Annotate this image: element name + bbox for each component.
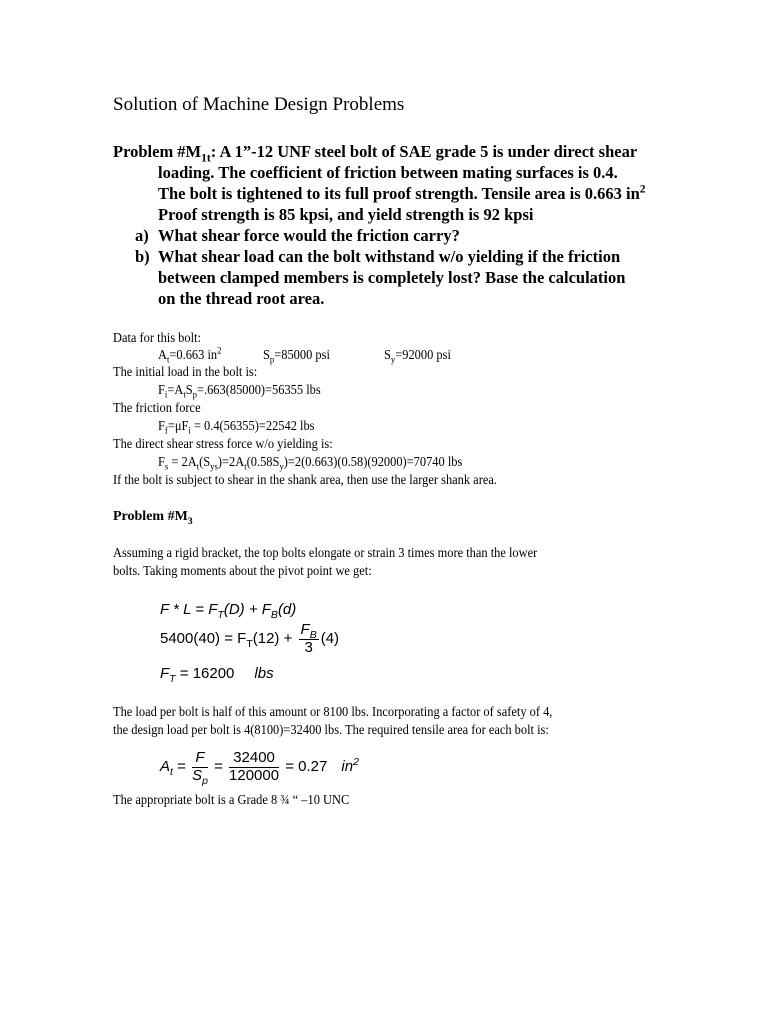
fraction-denominator: 3 [304, 638, 313, 656]
ft-result [160, 665, 274, 685]
data-label: Data for this bolt: [113, 330, 201, 345]
at-sup: 2 [217, 346, 222, 357]
fi-a-sub: i [164, 390, 168, 401]
sp-symbol: S [263, 347, 270, 362]
load-per-bolt-line-1: The load per bolt is half of this amount or 8100 lbs. Incorporating a factor of safety of 4, [113, 704, 553, 719]
sy-sub: y [390, 355, 396, 366]
fs-c-sub: ys [210, 462, 218, 473]
eq4-unit-sup: 2 [353, 755, 359, 768]
problem-1-line-2: loading. The coefficient of friction between mating surfaces is 0.4. [158, 163, 618, 182]
eq1-a: F * L = F [160, 601, 218, 618]
ff-a: F [158, 418, 165, 433]
ff-b: =μF [167, 418, 189, 433]
eq4-unit-wrap [341, 755, 359, 775]
eq3-unit: lbs [254, 665, 274, 682]
problem-1-heading-subscript: 1t [201, 152, 211, 165]
eq4-num1: F [192, 750, 208, 768]
final-answer: The appropriate bolt is a Grade 8 ¾ “ –10 UNC [113, 792, 350, 807]
sp-sub: p [269, 355, 275, 366]
bolt-data-row [158, 346, 222, 366]
moment-equation [160, 601, 297, 621]
eq4-den1: S [192, 766, 203, 784]
eq4-den1-wrap [192, 768, 208, 785]
sy-val: =92000 psi [395, 347, 451, 362]
problem-1-heading-colon: : [210, 142, 217, 161]
fs-e: (0.58S [246, 454, 280, 469]
initial-load-label: The initial load in the bolt is: [113, 364, 258, 379]
question-b-line-2: between clamped members is completely lost? Base the calculation [158, 268, 626, 287]
fs-c: (S [199, 454, 211, 469]
friction-force-equation [158, 418, 315, 437]
friction-force-label: The friction force [113, 400, 201, 415]
eq4-a: A [160, 757, 171, 775]
substituted-equation [160, 622, 339, 656]
eq4-eq2: = [209, 757, 228, 775]
eq4-den2: 120000 [229, 766, 280, 784]
eq1-b: (D) + F [223, 601, 271, 618]
shank-area-note: If the bolt is subject to shear in the shank area, then use the larger shank area. [113, 472, 497, 487]
proof-strength-value [263, 347, 330, 366]
eq4-c: = 0.27 [281, 757, 328, 775]
tensile-area-equation [160, 749, 359, 787]
fi-b: =A [167, 382, 184, 397]
problem-1-line-3-sup: 2 [639, 183, 646, 196]
fs-f: )=2(0.663)(0.58)(92000)=70740 lbs [283, 454, 463, 469]
at-sub: t [166, 355, 170, 366]
eq4-num2: 32400 [229, 750, 279, 768]
eq2-num: F [300, 621, 310, 638]
question-b-marker: b) [135, 247, 150, 266]
problem-1-line-1 [113, 142, 638, 165]
fi-d: =.663(85000)=56355 lbs [196, 382, 321, 397]
sy-symbol: S [384, 347, 391, 362]
ff-b-sub: i [188, 426, 191, 437]
eq1-b-sub: B [270, 609, 278, 621]
direct-shear-label: The direct shear stress force w/o yielding is: [113, 436, 333, 451]
p3-heading-sub: 3 [187, 515, 193, 527]
p3-heading-text: Problem #M [113, 509, 188, 524]
fs-b-sub: t [196, 462, 200, 473]
problem-3-heading [113, 509, 193, 525]
bracket-paragraph-line-1: Assuming a rigid bracket, the top bolts elongate or strain 3 times more than the lower [113, 545, 538, 560]
fi-b-sub: t [183, 390, 186, 401]
fs-d: )=2A [217, 454, 245, 469]
ff-c: = 0.4(56355)=22542 lbs [190, 418, 315, 433]
load-per-bolt-line-2: the design load per bolt is 4(8100)=32400 lbs. The required tensile area for each bolt is: [113, 722, 549, 737]
bracket-paragraph-line-2: bolts. Taking moments about the pivot point we get: [113, 563, 372, 578]
problem-1-line-3-text: The bolt is tightened to its full proof strength. Tensile area is 0.663 in [158, 184, 640, 203]
fi-c-sub: p [192, 390, 197, 401]
eq4-unit: in [341, 757, 354, 775]
problem-1-line-4: Proof strength is 85 kpsi, and yield strength is 92 kpsi [158, 205, 534, 224]
fs-e-sub: y [279, 462, 284, 473]
fi-c: S [185, 382, 193, 397]
eq4-den1-sub: p [202, 774, 208, 787]
question-b-line-1: What shear load can the bolt withstand w/o yielding if the friction [158, 247, 621, 266]
eq3-a-sub: T [169, 673, 176, 685]
eq2-c: (4) [320, 629, 340, 647]
tensile-area-value [158, 346, 222, 366]
fraction-numerator [299, 622, 319, 640]
problem-1-heading: Problem #M [113, 142, 202, 161]
eq4-a-sub: t [170, 765, 173, 778]
question-a-marker: a) [135, 226, 149, 245]
problem-1-line-3 [158, 184, 646, 204]
initial-load-equation [158, 382, 321, 401]
fs-b: = 2A [168, 454, 197, 469]
sp-val: =85000 psi [274, 347, 330, 362]
direct-shear-equation [158, 454, 463, 473]
fs-a-sub: s [164, 462, 169, 473]
eq2-a-sub: T [246, 637, 253, 650]
page-title: Solution of Machine Design Problems [113, 94, 405, 115]
eq3-b: = 16200 [175, 665, 235, 682]
eq2-num-sub: B [309, 629, 317, 641]
ff-a-sub: f [164, 426, 168, 437]
fi-a: F [158, 382, 165, 397]
eq3-a: F [160, 665, 170, 682]
eq1-a-sub: T [217, 609, 224, 621]
question-a-text: What shear force would the friction carry? [158, 226, 460, 245]
fs-d-sub: t [244, 462, 247, 473]
f-over-sp-fraction [192, 749, 208, 787]
yield-strength-value [384, 347, 451, 366]
eq4-eq1: = [172, 757, 191, 775]
fb-over-3-fraction [299, 622, 319, 656]
numeric-fraction [229, 750, 279, 784]
eq2-a: 5400(40) = F [160, 629, 247, 647]
fs-a: F [158, 454, 165, 469]
eq1-c: (d) [277, 601, 297, 618]
at-symbol: A [158, 347, 167, 362]
question-b-line-3: on the thread root area. [158, 289, 325, 308]
at-val: =0.663 in [169, 347, 218, 362]
problem-1-text: A 1”-12 UNF steel bolt of SAE grade 5 is under direct shear [216, 142, 638, 161]
eq2-b: (12) + [252, 629, 297, 647]
